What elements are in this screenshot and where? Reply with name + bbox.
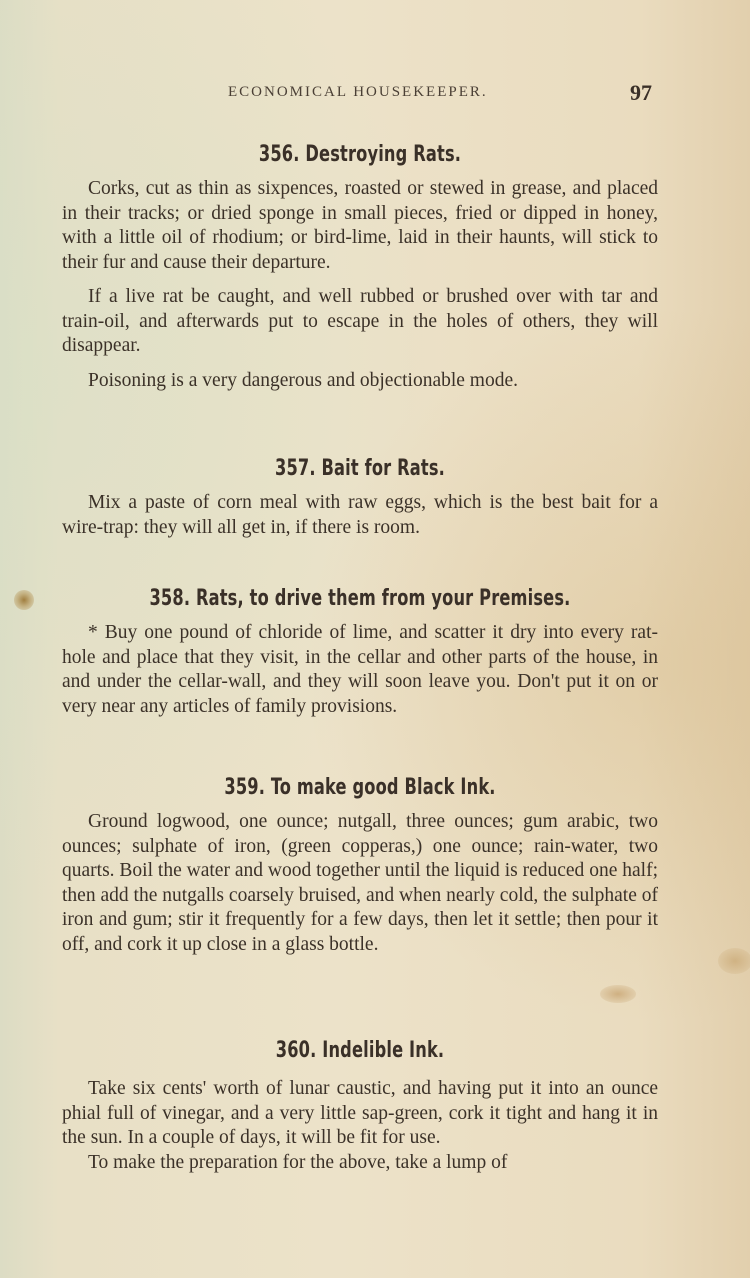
recipe-section	[62, 142, 658, 393]
section-paragraph: Corks, cut as thin as sixpences, roasted or stewed in grease, and placed in their tracks; or dried sponge in small pieces, fried or dipped in honey, with a little oil of rhodium; or bird-lime, laid in their haunts, will stick to their fur and cause their departure.	[62, 178, 658, 273]
section-heading: 358. Rats, to drive them from your Premises.	[149, 586, 571, 611]
section-heading: 359. To make good Black Ink.	[224, 775, 496, 800]
section-paragraph: Take six cents' worth of lunar caustic, and having put it into an ounce phial full of vinegar, and a very little sap-green, cork it tight and hang it in the sun. In a couple of days, it will be fit for use.	[62, 1078, 658, 1148]
page-stain	[14, 590, 34, 610]
page-stain	[600, 985, 636, 1003]
recipe-section	[62, 1038, 658, 1175]
section-heading: 356. Destroying Rats.	[258, 142, 462, 167]
section-paragraph: * Buy one pound of chloride of lime, and scatter it dry into every rat-hole and place that they visit, in the cellar and other parts of the house, in and under the cellar-wall, and they will soon leave you. Don't put it on or very near any articles of family provisions.	[62, 622, 658, 717]
recipe-section	[62, 586, 658, 719]
section-paragraph: Poisoning is a very dangerous and objectionable mode.	[88, 369, 518, 391]
section-paragraph: Ground logwood, one ounce; nutgall, three ounces; gum arabic, two ounces; sulphate of iron, (green copperas,) one ounce; rain-water, two quarts. Boil the water and wood together until the liquid is reduced one half; then add the nutgalls coarsely bruised, and when nearly cold, the sulphate of iron and gum; stir it frequently for a few days, then let it settle; then pour it off, and cork it up close in a glass bottle.	[62, 811, 658, 955]
recipe-section	[62, 456, 658, 540]
section-paragraph: To make the preparation for the above, take a lump of	[88, 1151, 508, 1173]
section-heading: 360. Indelible Ink.	[275, 1038, 445, 1063]
recipe-section	[62, 775, 658, 957]
section-paragraph: If a live rat be caught, and well rubbed or brushed over with tar and train-oil, and afterwards put to escape in the holes of others, they will disappear.	[62, 286, 658, 356]
page-number: 97	[630, 80, 652, 105]
section-heading: 357. Bait for Rats.	[275, 456, 445, 481]
page-stain	[718, 948, 750, 974]
running-head: ECONOMICAL HOUSEKEEPER.	[228, 84, 488, 100]
section-paragraph: Mix a paste of corn meal with raw eggs, which is the best bait for a wire-trap: they will all get in, if there is room.	[62, 492, 658, 538]
